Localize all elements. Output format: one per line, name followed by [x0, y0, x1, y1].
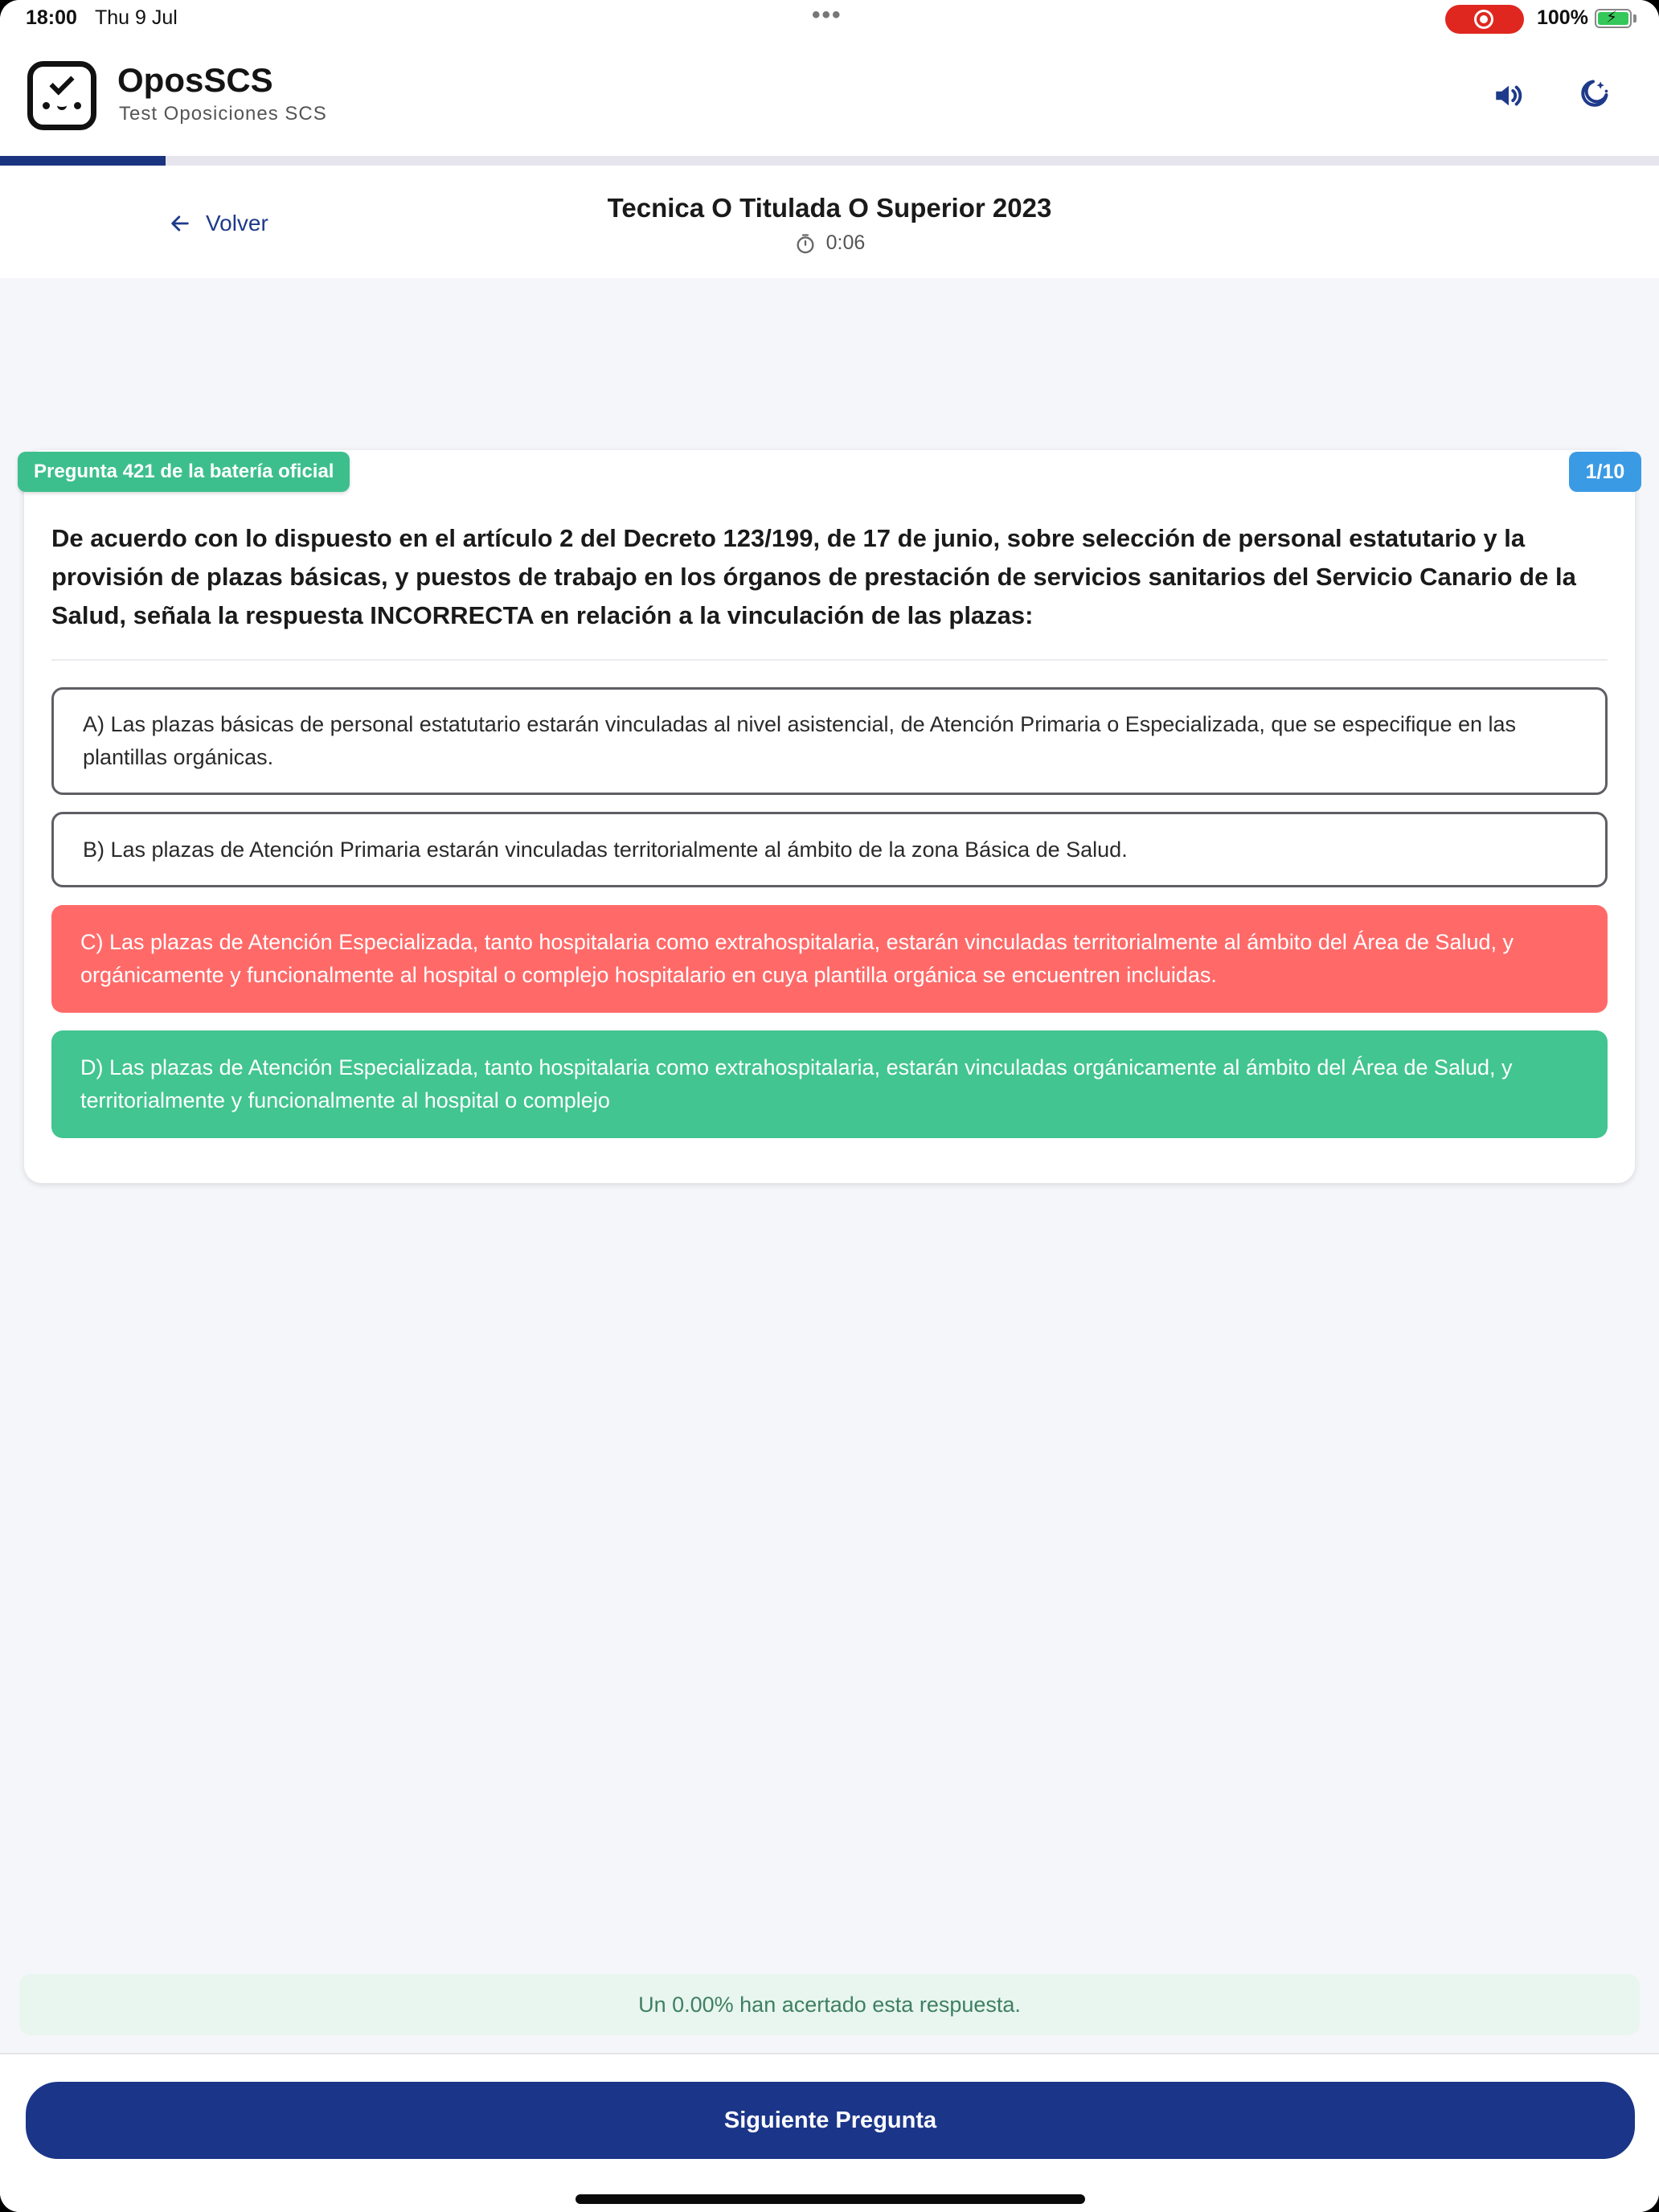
- question-text: De acuerdo con lo dispuesto en el artículo 2 del Decreto 123/199, de 17 de junio, sobre selección de personal estatutario y la provisión de plazas básicas, y puestos de trabajo en los órganos de prestación de servicios sanitarios del Servicio Canario de la Salud, señala la respuesta INCORRECTA en relación a la vinculación de las plazas:: [51, 524, 1576, 629]
- moon-stars-icon[interactable]: [1575, 77, 1611, 113]
- answer-option-text: A) Las plazas básicas de personal estatutario estarán vinculadas al nivel asistencial, de Atención Primaria o Especializada, que se especifique en las plantillas orgánicas.: [83, 712, 1517, 769]
- back-label: Volver: [206, 211, 268, 236]
- status-time: 18:00: [26, 6, 77, 29]
- quiz-progress-fill: [0, 156, 166, 166]
- answer-option-b[interactable]: [51, 812, 1608, 887]
- answer-option-c-wrong[interactable]: [51, 905, 1608, 1013]
- question-counter-badge: 1/10: [1569, 452, 1641, 492]
- answer-option-text: D) Las plazas de Atención Especializada, tanto hospitalaria como extrahospitalaria, estarán vinculadas orgánicamente al ámbito del Área de Salud, y territorialmente y funcionalmente al hospital o complejo: [80, 1055, 1513, 1112]
- battery-icon: [1595, 9, 1632, 28]
- app-subtitle: Test Oposiciones SCS: [119, 103, 327, 125]
- quiz-progress-bar: [0, 156, 1659, 166]
- answer-stats-banner: Un 0.00% han acertado esta respuesta.: [19, 1974, 1640, 2035]
- next-question-button[interactable]: Siguiente Pregunta: [26, 2082, 1635, 2159]
- multitask-dots-icon[interactable]: •••: [812, 2, 842, 28]
- app-name: OposSCS: [117, 61, 273, 99]
- checkbox-face-icon: [27, 61, 96, 130]
- answer-option-d-correct[interactable]: [51, 1030, 1608, 1138]
- quiz-header: [0, 166, 1659, 278]
- battery-percent: 100%: [1537, 6, 1588, 29]
- screen-recording-indicator[interactable]: [1445, 5, 1524, 34]
- answer-option-text: C) Las plazas de Atención Especializada, tanto hospitalaria como extrahospitalaria, estarán vinculadas territorialmente al ámbito del Área de Salud, y orgánicamente y funcionalmente al hospital o complejo hospitalario en cuya plantilla orgánica se encuentren incluidas.: [80, 930, 1514, 987]
- question-divider: [51, 659, 1608, 661]
- status-bar: [0, 0, 1659, 39]
- quiz-timer: [0, 231, 1659, 255]
- timer-value: 0:06: [825, 231, 866, 254]
- speaker-icon[interactable]: [1492, 79, 1526, 113]
- stopwatch-icon: [794, 232, 817, 255]
- answer-option-text: B) Las plazas de Atención Primaria estarán vinculadas territorialmente al ámbito de la zona Básica de Salud.: [83, 837, 1128, 862]
- answer-option-a[interactable]: [51, 687, 1608, 795]
- home-indicator[interactable]: [576, 2194, 1085, 2204]
- app-header: [0, 39, 1659, 156]
- status-date: Thu 9 Jul: [95, 6, 178, 29]
- question-source-badge: Pregunta 421 de la batería oficial: [18, 452, 350, 492]
- battery-tip: [1633, 14, 1636, 23]
- record-icon: [1474, 10, 1493, 29]
- quiz-title: Tecnica O Titulada O Superior 2023: [607, 193, 1052, 223]
